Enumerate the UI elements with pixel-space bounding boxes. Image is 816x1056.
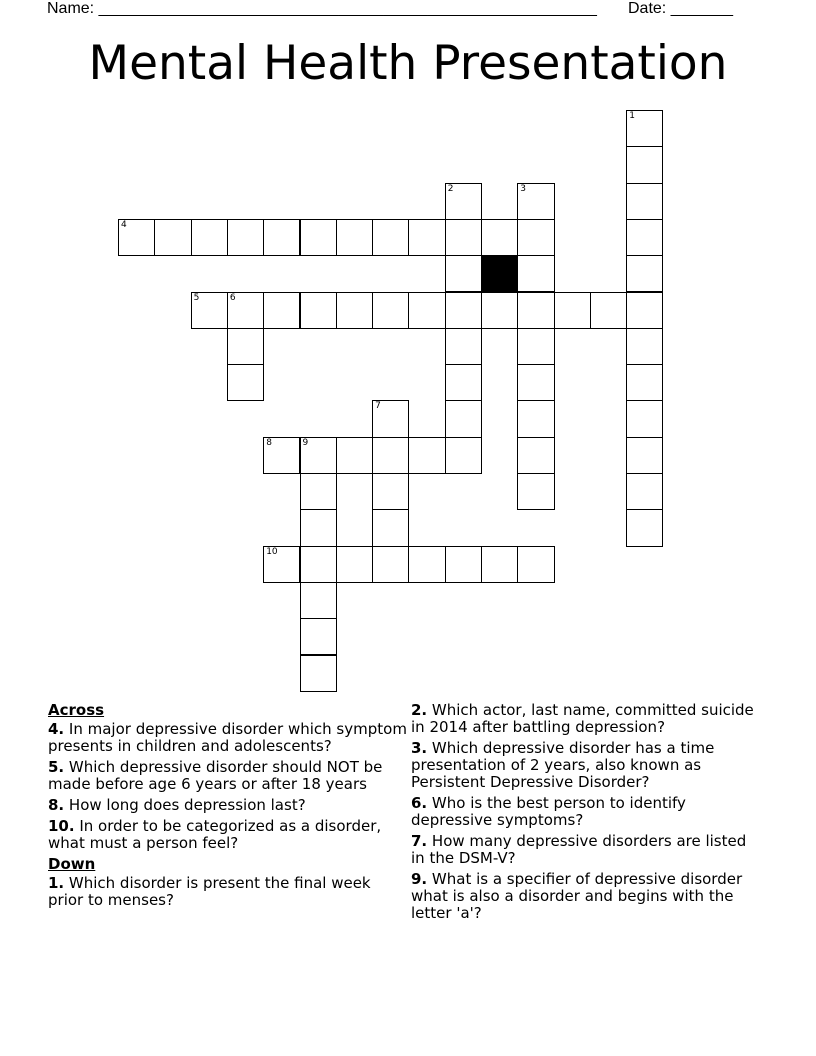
clue-number: 3: [520, 183, 527, 194]
clue-number: 5: [193, 292, 200, 303]
clues-left-column: [48, 702, 408, 913]
grid-cell[interactable]: [626, 364, 663, 401]
clue-item-number: 10.: [48, 817, 75, 835]
clue-number: 6: [229, 292, 236, 303]
grid-cell[interactable]: [445, 364, 482, 401]
clue-item-number: 3.: [411, 739, 428, 757]
grid-cell[interactable]: [517, 328, 554, 365]
grid-cell[interactable]: [300, 509, 337, 546]
grid-cell[interactable]: [300, 292, 337, 329]
grid-cell[interactable]: [372, 219, 409, 256]
grid-cell[interactable]: [300, 473, 337, 510]
grid-cell[interactable]: [445, 292, 482, 329]
grid-cell[interactable]: [626, 219, 663, 256]
clue-number: 4: [121, 219, 127, 230]
clue-number: 10: [266, 546, 278, 557]
grid-cell[interactable]: [517, 546, 554, 583]
clue-item-text: Who is the best person to identify depressive symptoms?: [411, 794, 686, 829]
down-heading: Down: [48, 855, 96, 873]
grid-cell[interactable]: [445, 437, 482, 474]
grid-cell[interactable]: [408, 292, 445, 329]
clue-item: [411, 702, 756, 736]
grid-cell[interactable]: [517, 183, 554, 220]
grid-cell[interactable]: [336, 219, 373, 256]
grid-cell[interactable]: [372, 400, 409, 437]
grid-cell[interactable]: [445, 328, 482, 365]
grid-cell[interactable]: [372, 473, 409, 510]
grid-cell[interactable]: [481, 292, 518, 329]
down-clue-list-continued: [411, 702, 756, 922]
grid-cell[interactable]: [517, 400, 554, 437]
grid-cell[interactable]: [517, 437, 554, 474]
grid-cell[interactable]: [300, 546, 337, 583]
grid-cell[interactable]: [626, 437, 663, 474]
across-clue-list: [48, 721, 408, 852]
grid-cell[interactable]: [554, 292, 591, 329]
grid-cell[interactable]: [263, 292, 300, 329]
grid-cell[interactable]: [626, 146, 663, 183]
clue-item-number: 2.: [411, 701, 428, 719]
grid-cell[interactable]: [336, 292, 373, 329]
grid-cell[interactable]: [626, 400, 663, 437]
grid-cell[interactable]: [227, 219, 264, 256]
clue-item-text: Which actor, last name, committed suicide in 2014 after battling depression?: [411, 701, 754, 736]
clue-item-number: 5.: [48, 758, 65, 776]
grid-cell[interactable]: [336, 437, 373, 474]
grid-cell[interactable]: [626, 473, 663, 510]
grid-cell[interactable]: [372, 546, 409, 583]
clue-item-number: 6.: [411, 794, 428, 812]
grid-cell[interactable]: [626, 292, 663, 329]
grid-cell[interactable]: [517, 219, 554, 256]
grid-cell[interactable]: [372, 292, 409, 329]
grid-cell[interactable]: [263, 546, 300, 583]
grid-cell[interactable]: [626, 328, 663, 365]
clue-item-text: Which disorder is present the final week prior to menses?: [48, 874, 371, 909]
clue-number: 1: [629, 111, 635, 121]
across-heading: Across: [48, 701, 105, 719]
grid-cell[interactable]: [445, 183, 482, 220]
grid-cell[interactable]: [626, 255, 663, 292]
grid-cell[interactable]: [481, 546, 518, 583]
grid-cell[interactable]: [154, 219, 191, 256]
clue-item-number: 1.: [48, 874, 65, 892]
grid-cell[interactable]: [408, 219, 445, 256]
date-field-line: Date: _______: [628, 0, 733, 17]
grid-cell[interactable]: [263, 437, 300, 474]
grid-cell[interactable]: [300, 437, 337, 474]
grid-cell[interactable]: [626, 509, 663, 546]
grid-cell[interactable]: [445, 219, 482, 256]
grid-block: [481, 255, 518, 292]
clue-item-text: In order to be categorized as a disorder, what must a person feel?: [48, 817, 382, 852]
grid-cell[interactable]: [408, 546, 445, 583]
clue-item-text: How many depressive disorders are listed in the DSM-V?: [411, 832, 747, 867]
grid-cell[interactable]: [191, 292, 228, 329]
grid-cell[interactable]: [300, 219, 337, 256]
grid-cell[interactable]: [481, 219, 518, 256]
clues-right-column: [411, 702, 756, 926]
clue-item: [411, 833, 756, 867]
clue-item-text: Which depressive disorder should NOT be made before age 6 years or after 18 years: [48, 758, 383, 793]
clue-item-number: 8.: [48, 796, 65, 814]
grid-cell[interactable]: [445, 255, 482, 292]
grid-cell[interactable]: [372, 509, 409, 546]
grid-cell[interactable]: [191, 219, 228, 256]
grid-cell[interactable]: [445, 400, 482, 437]
down-clue-list: [48, 875, 408, 909]
grid-cell[interactable]: [263, 219, 300, 256]
clue-item: [411, 871, 756, 922]
grid-cell[interactable]: [227, 364, 264, 401]
page-title: Mental Health Presentation: [88, 36, 728, 91]
clue-item: [48, 797, 408, 814]
grid-cell[interactable]: [445, 546, 482, 583]
grid-cell[interactable]: [517, 473, 554, 510]
grid-cell[interactable]: [517, 255, 554, 292]
grid-cell[interactable]: [372, 437, 409, 474]
grid-cell[interactable]: [517, 364, 554, 401]
clue-item-number: 4.: [48, 720, 65, 738]
grid-cell[interactable]: [300, 618, 337, 655]
clue-item-number: 7.: [411, 832, 428, 850]
clue-item: [411, 740, 756, 791]
grid-cell[interactable]: [590, 292, 627, 329]
clue-item-number: 9.: [411, 870, 428, 888]
grid-cell[interactable]: [626, 110, 663, 147]
grid-cell[interactable]: [300, 582, 337, 619]
clue-item-text: Which depressive disorder has a time presentation of 2 years, also known as Persistent Depressive Disorder?: [411, 739, 715, 791]
grid-cell[interactable]: [626, 183, 663, 220]
clue-item-text: In major depressive disorder which symptom presents in children and adolescents?: [48, 720, 407, 755]
grid-cell[interactable]: [300, 655, 337, 692]
clue-item-text: What is a specifier of depressive disorder what is also a disorder and begins with the letter 'a'?: [411, 870, 743, 922]
clue-number: 2: [447, 183, 454, 194]
clue-item-text: How long does depression last?: [64, 796, 306, 814]
clue-item: [48, 721, 408, 755]
clue-item: [411, 795, 756, 829]
clue-number: 7: [375, 401, 381, 412]
clue-number: 9: [302, 437, 309, 448]
name-field-line: Name: ________________________________________________________: [47, 0, 597, 17]
clue-item: [48, 759, 408, 793]
grid-cell[interactable]: [227, 292, 264, 329]
clue-item: [48, 818, 408, 852]
grid-cell[interactable]: [517, 292, 554, 329]
grid-cell[interactable]: [408, 437, 445, 474]
grid-cell[interactable]: [227, 328, 264, 365]
clue-number: 8: [266, 437, 272, 448]
clue-item: [48, 875, 408, 909]
grid-cell[interactable]: [118, 219, 155, 256]
grid-cell[interactable]: [336, 546, 373, 583]
